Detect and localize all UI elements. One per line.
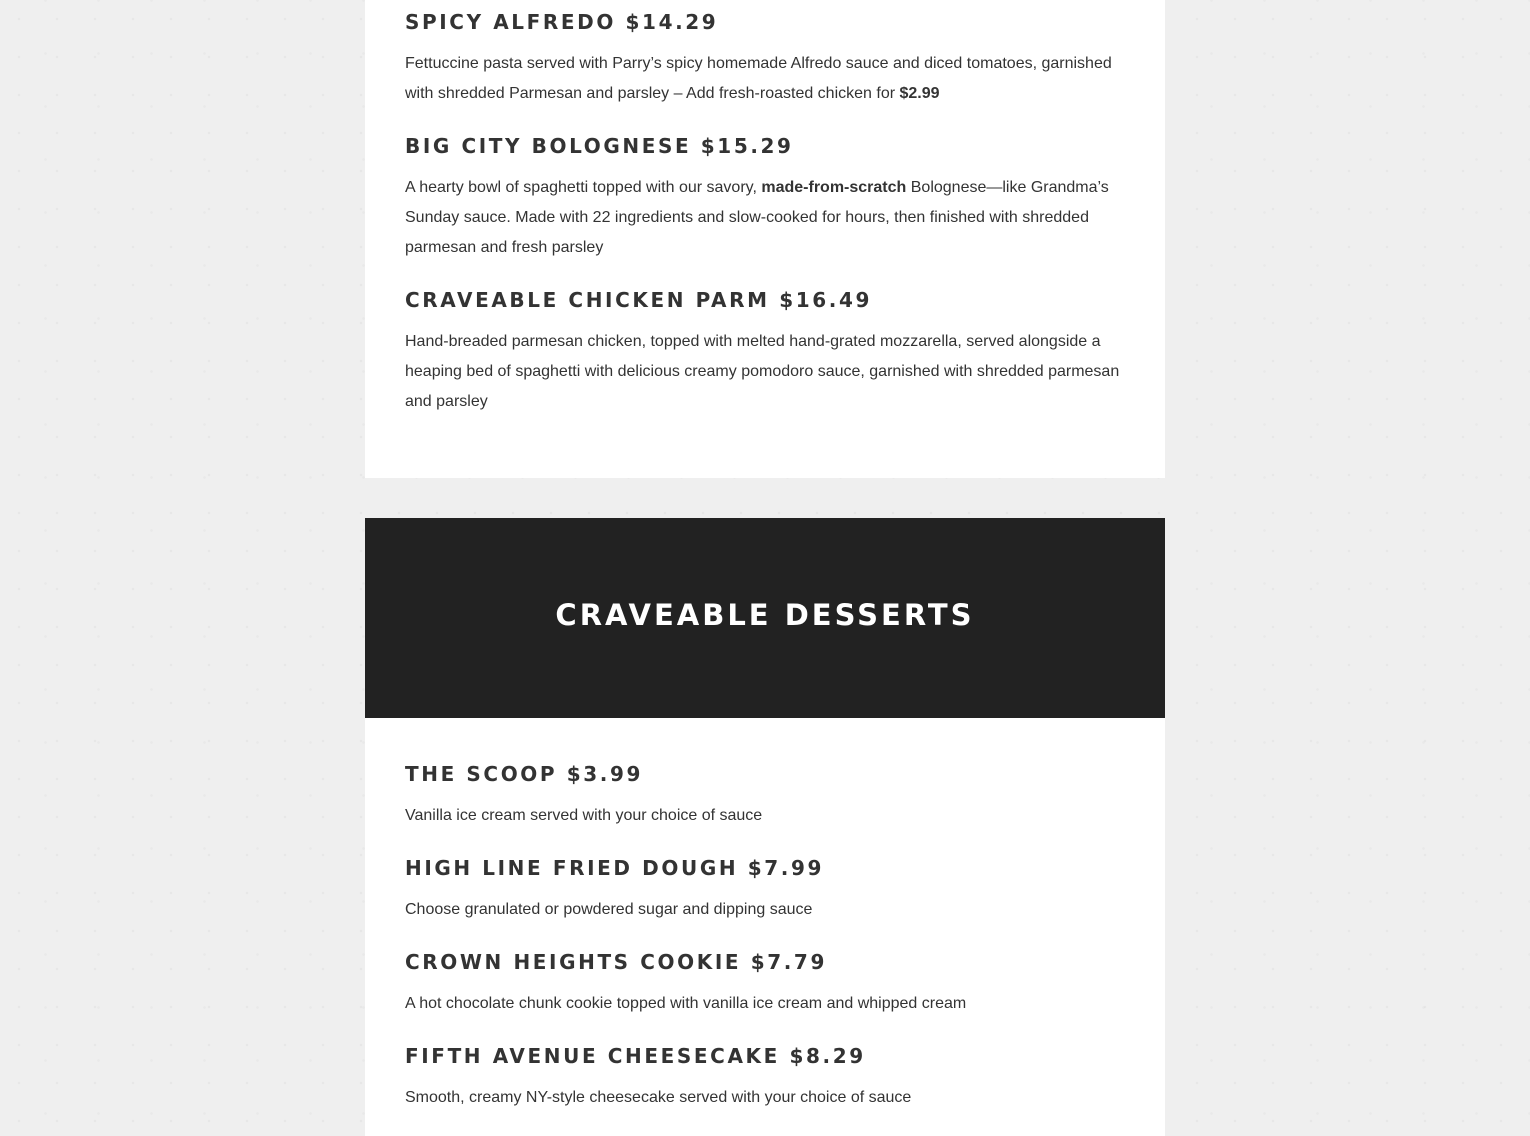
entrees-card [365, 0, 1165, 478]
desserts-card [365, 718, 1165, 1136]
menu-item-title: BIG CITY BOLOGNESE $15.29 [405, 134, 794, 158]
emphasis-text: made-from-scratch [761, 179, 907, 196]
menu-item-title: FIFTH AVENUE CHEESECAKE $8.29 [405, 1044, 866, 1068]
menu-item-description: Fettuccine pasta served with Parry’s spicy homemade Alfredo sauce and diced tomatoes, garnished with shredded Parmesan and parsley – Add fresh-roasted chicken for $2.99 [405, 55, 1112, 102]
section-heading: CRAVEABLE DESSERTS [555, 598, 975, 632]
menu-item-title: HIGH LINE FRIED DOUGH $7.99 [405, 856, 824, 880]
menu-item-description: Choose granulated or powdered sugar and dipping sauce [405, 901, 813, 918]
desserts-section-header [365, 518, 1165, 718]
menu-item-description: Smooth, creamy NY-style cheesecake served with your choice of sauce [405, 1089, 912, 1106]
price-highlight: $2.99 [899, 85, 940, 102]
menu-item-title: CROWN HEIGHTS COOKIE $7.79 [405, 950, 827, 974]
menu-item-title: CRAVEABLE CHICKEN PARM $16.49 [405, 288, 872, 312]
menu-item-description: Hand-breaded parmesan chicken, topped with melted hand-grated mozzarella, served alongside a heaping bed of spaghetti with delicious creamy pomodoro sauce, garnished with shredded parmesan and parsley [405, 333, 1120, 410]
menu-item-title: THE SCOOP $3.99 [405, 762, 643, 786]
menu-item-description: A hearty bowl of spaghetti topped with our savory, made-from-scratch Bolognese—like Grandma’s Sunday sauce. Made with 22 ingredients and slow-cooked for hours, then finished with shredded parmesan and fresh parsley [405, 179, 1109, 256]
menu-item-title: SPICY ALFREDO $14.29 [405, 10, 719, 34]
menu-item-description: A hot chocolate chunk cookie topped with vanilla ice cream and whipped cream [405, 995, 967, 1012]
menu-item-description: Vanilla ice cream served with your choice of sauce [405, 807, 763, 824]
